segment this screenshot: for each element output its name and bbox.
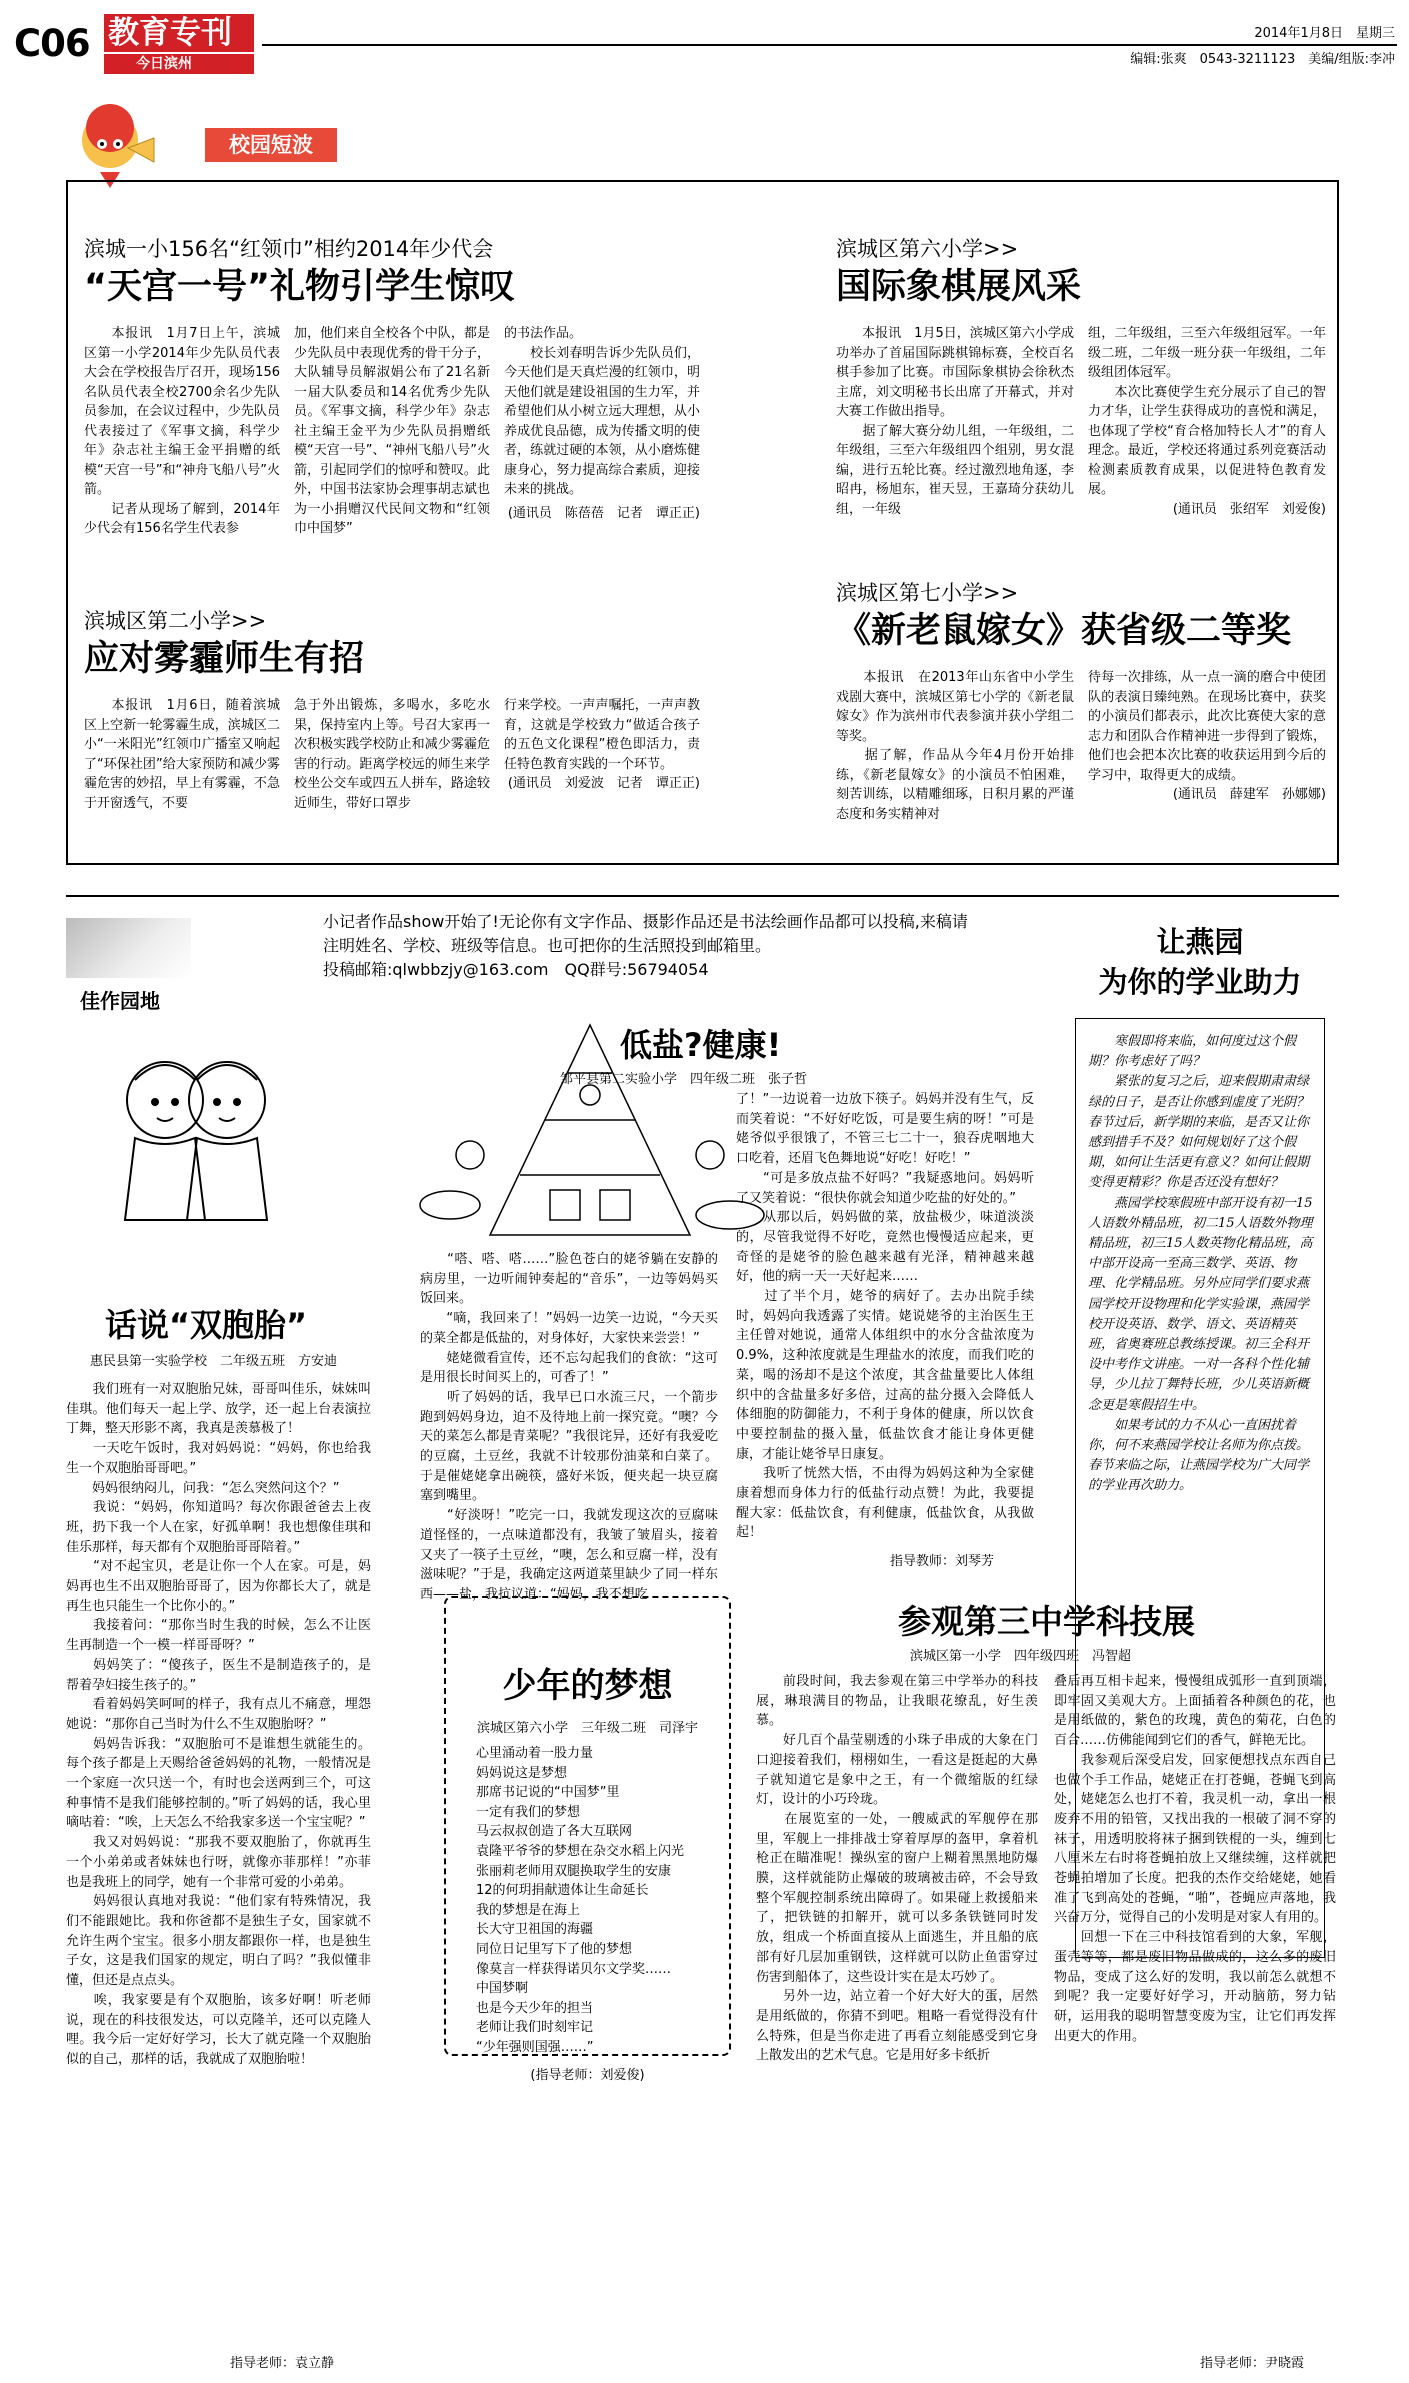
article-headline: 国际象棋展风采 (836, 267, 1082, 307)
article-column: 组，二年级组，三至六年级组冠军。一年级二班，二年级一班分获一年级组，二年级组团体冠军。 本次比赛使学生充分展示了自己的智力才华，让学生获得成功的喜悦和满足，也体现了学校“育合格加特长人才”的育人理念。最近，学校还将通过系列竞赛活动检测素质教育成果，以促进特色教育发展。 (1088, 326, 1326, 497)
article-column: 待每一次排练，从一点一滴的磨合中使团队的表演日臻纯熟。在现场比赛中，获奖的小演员们都表示，此次比赛使大家的意志力和团队合作精神进一步得到了锻炼，他们也会把本次比赛的收获运用到今后的学习中，取得更大的成绩。 (1088, 670, 1326, 783)
article-credit: (通讯员 刘爱波 记者 谭正正) (507, 776, 700, 791)
article-4 (836, 580, 1326, 824)
issue-date: 2014年1月8日 星期三 (1254, 26, 1395, 41)
mascot-icon (70, 100, 160, 190)
article-kicker: 滨城一小156名“红领巾”相约2014年少代会 (84, 237, 494, 261)
poem-line: 也是今天少年的担当 (476, 2000, 594, 2016)
notice-text: 小记者作品show开始了!无论你有文字作品、摄影作品还是书法绘画作品都可以投稿,来稿请注明姓名、学校、班级等信息。也可把你的生活照投到邮箱里。 (323, 912, 968, 955)
salt-title: 低盐?健康! (620, 1026, 782, 1064)
twins-byline: 惠民县第一实验学校 二年级五班 方安迪 (90, 1354, 338, 1369)
article-headline: 应对雾霾师生有招 (84, 639, 365, 679)
poem-line: 妈妈说这是梦想 (476, 1765, 568, 1781)
article-headline: 《新老鼠嫁女》获省级二等奖 (836, 611, 1292, 651)
salt-teacher: 指导教师：刘琴芳 (890, 1554, 995, 1569)
article-credit: (通讯员 张绍军 刘爱俊) (1172, 501, 1326, 517)
twins-illustration-icon (105, 1040, 285, 1240)
twins-body: 我们班有一对双胞胎兄妹，哥哥叫佳乐，妹妹叫佳琪。他们每天一起上学、放学，还一起上台表演拉丁舞，整天形影不离，我真是羡慕极了！ 一天吃午饭时，我对妈妈说：“妈妈，你也给我生一个双胞胎哥哥吧。” 妈妈很纳闷儿，问我：“怎么突然问这个？” 我说：“妈妈，你知道吗？每次你跟爸爸去上夜班，扔下我一个人在家，好孤单啊！我也想像佳琪和佳乐那样，每天都有个双胞胎哥哥陪着。” “对不起宝贝，老是让你一个人在家。可是，妈妈再也生不出双胞胎哥哥了，因为你都长大了，就是再生也只能生一个比你小的。” 我接着问：“那你当时生我的时候，怎么不让医生再制造一个一模一样哥哥呀？” 妈妈笑了：“傻孩子，医生不是制造孩子的，是帮着孕妇接生孩子的。” 看着妈妈笑呵呵的样子，我有点儿不痛意，埋怨她说：“那你自己当时为什么不生双胞胎呀？” 妈妈告诉我：“双胞胎可不是谁想生就能生的。每个孩子都是上天赐给爸爸妈妈的礼物，一般情况是一个家庭一次只送一个，有时也会送两到三个，可这种事情不是我们能够控制的。”听了妈妈的话，我心里嘀咕着：“唉，上天怎么不给我家多送一个宝宝呢？” 我又对妈妈说：“那我不要双胞胎了，你就再生一个小弟弟或者妹妹也行呀，就像亦菲那样！”亦菲也是我班上的同学，她有一个非常可爱的小弟弟。 妈妈很认真地对我说：“他们家有特殊情况，我们不能跟她比。我和你爸都不是独生子女，国家就不允许生两个宝宝。很多小朋友都跟你一样，也是独生子女，这是我们国家的规定，明白了吗？”我似懂非懂，但还是点点头。 唉，我家要是有个双胞胎，该多好啊！听老师说，现在的科技很发达，可以克隆羊，还可以克隆人哩。我今后一定好好学习，长大了就克隆一个双胞胎似的自己，那样的话，我就成了双胞胎啦！ (66, 1382, 371, 2067)
sidebar-title-line: 为你的学业助力 (1098, 965, 1302, 999)
poem-line: 马云叔叔创造了各大互联网 (476, 1824, 633, 1840)
poem-line: 袁隆平爷爷的梦想在杂交水稻上闪光 (476, 1843, 685, 1859)
article-column: 本报讯 1月5日，滨城区第六小学成功举办了首届国际跳棋锦标赛，全校百名棋手参加了比赛。市国际象棋协会徐秋杰主席，刘文明秘书长出席了开幕式，并对大赛工作做出指导。 据了解大赛分幼儿组，一年级组，二年级组，三至六年级组四个组别，男女混编，进行五轮比赛。经过激烈地角逐，李昭冉，杨旭东，崔天昱，王嘉琦分获幼儿组，一年级 (836, 326, 1074, 517)
poem-lines (476, 1744, 729, 2058)
section-title: 教育专刊 (104, 14, 254, 52)
poem-teacher: (指导老师：刘爱俊) (530, 2067, 645, 2083)
twins-title: 话说“双胞胎” (105, 1306, 308, 1344)
sidebar-body: 寒假即将来临，如何度过这个假期？你考虑好了吗？ 紧张的复习之后，迎来假期肃肃绿绿的日子，是否让你感到虚度了光阴？春节过后，新学期的来临，是否又让你感到措手不及？如何规划好了这个假期，如何让生活更有意义？如何让假期变得更精彩？你是否还没有想好？ 燕园学校寒假班中部开设有初一15人语数外精品班，初二15人语数外物理精品班，初三15人数英物化精品班，高中部开设高一至高三数学、英语、物理、化学精品班。另外应同学们要求燕园学校开设物理和化学实验课，燕园学校开设英语、数学、语文、英语精英班，省奥赛班总教练授课。初三全科开设中考作文讲座。一对一各科个性化辅导，少儿拉丁舞特长班，少儿英语新概念更是寒假招生中。 如果考试的力不从心一直困扰着你，何不来燕园学校让名师为你点拨。春节来临之际，让燕园学校为广大同学的学业再次助力。 (1088, 1034, 1313, 1494)
article-1 (84, 236, 714, 539)
article-column: 本报讯 1月7日上午，滨城区第一小学2014年少先队员代表大会在学校报告厅召开，现场156名队员代表全校2700余名少先队员参加，在会议过程中，少先队员代表接过了《军事文摘，科学少年》杂志社主编王金平捐赠的纸模“天宫一号”和“神舟飞船八号”火箭。 记者从现场了解到，2014年少代会有156名学生代表参 (84, 326, 280, 536)
visit-byline: 滨城区第一小学 四年级四班 冯智超 (910, 1649, 1132, 1664)
section-label: 佳作园地 (80, 989, 160, 1013)
notice-contact: 投稿邮箱:qlwbbzjy@163.com QQ群号:56794054 (323, 960, 709, 979)
poem-byline: 滨城区第六小学 三年级二班 司泽宇 (476, 1721, 698, 1736)
article-column: 行来学校。一声声嘱托，一声声教育，这就是学校致力“做适合孩子的五色文化课程”橙色即活力，责任特色教育实践的一个环节。 (504, 698, 700, 772)
visit-teacher: 指导老师：尹晓霞 (1200, 2356, 1305, 2371)
decorative-photo (66, 918, 191, 978)
section-divider (66, 895, 1339, 897)
poem-line: 老师让我们时刻牢记 (476, 2020, 594, 2036)
poem-line: 心里涌动着一股力量 (476, 1746, 594, 1761)
poem-box (444, 1596, 731, 2083)
article-credit: (通讯员 薛建军 孙娜娜) (1172, 787, 1326, 802)
poem-line: 像莫言一样获得诺贝尔文学奖…… (476, 1961, 672, 1977)
poem-line: 我的梦想是在海上 (476, 1902, 581, 1918)
article-column: 的书法作品。 校长刘春明告诉少先队员们，今天他们是天真烂漫的红领巾，明天他们就是建设祖国的生力军，并希望他们从小树立远大理想，从小养成优良品德，成为传播文明的使者，练就过硬的本领，从小磨炼健康身心，努力提高综合素质，迎接未来的挑战。 (504, 326, 700, 497)
article-kicker: 滨城区第二小学>> (84, 609, 267, 633)
article-column: 本报讯 在2013年山东省中小学生戏剧大赛中，滨城区第七小学的《新老鼠嫁女》作为滨州市代表参演并获小学组二等奖。 据了解，作品从今年4月份开始排练，《新老鼠嫁女》的小演员不怕困难，刻苦训练，以精雕细琢，日积月累的严谨态度和务实精神对 (836, 670, 1074, 822)
header-rule (262, 44, 1397, 46)
poem-line: “少年强则国强……” (476, 2039, 594, 2055)
poem-line: 一定有我们的梦想 (476, 1804, 581, 1820)
sidebar-title (1090, 922, 1310, 1002)
visit-column: 前段时间，我去参观在第三中学举办的科技展，琳琅满目的物品，让我眼花缭乱，好生羡慕。 好几百个晶莹剔透的小珠子串成的大象在门口迎接着我们，栩栩如生，一看这是挺起的大鼻子就知道它是象中之王，有一个微缩版的红绿灯，设计的小巧玲珑。 在展览室的一处，一艘威武的军舰停在那里，军舰上一排排战士穿着厚厚的盔甲，拿着机枪正在瞄准呢！操纵室的窗户上糊着黑黑地防爆膜，这样就能防止爆破的玻璃被击碎，不会导致整个军舰控制系统出障碍了。如果碰上救援船来了，把铁链的扣解开，就可以多条铁链同时发放，组成一个桥面直接从上面逃生，并且船的底部有好几层加重钢铁，这样就可以防止鱼雷穿过伤害到船体了，这些设计实在是太巧妙了。 另外一边，站立着一个好大好大的蛋，居然是用纸做的，你猜不到吧。粗略一看觉得没有什么特殊，但是当你走进了再看立刻能感受到它身上散发出的艺术气息。它是用好多卡纸折 (756, 1674, 1038, 2064)
article-credit: (通讯员 陈蓓蓓 记者 谭正正) (507, 505, 700, 521)
page-number: C06 (14, 22, 90, 65)
poem-line: 同位日记里写下了他的梦想 (476, 1941, 633, 1957)
submission-notice (323, 910, 983, 982)
article-column: 加，他们来自全校各个中队，都是少先队员中表现优秀的骨干分子，大队辅导员解淑娟公布了21名新一届大队委员和14名优秀少先队员。《军事文摘，科学少年》杂志社主编王金平为少先队员捐赠纸模“天宫一号”、“神州飞船八号”火箭，引起同学们的惊呼和赞叹。此外，中国书法家协会理事胡志斌也为一小捐赠汉代民间文物和“红领巾中国梦” (294, 326, 490, 536)
section-subtitle: 今日滨州 (104, 54, 254, 74)
visit-column: 叠后再互相卡起来，慢慢组成弧形一直到顶端，即牢固又美观大方。上面插着各种颜色的花，也是用纸做的，紫色的玫瑰，黄色的菊花，白色的百合……仿佛能闻到它们的香气，鲜艳无比。 我参观后深受启发，回家便想找点东西自己也做个手工作品，姥姥正在打苍蝇，苍蝇飞到高处，姥姥怎么也打不着，我灵机一动，拿出一根废弃不用的铅管，又找出我的一根破了洞不穿的袜子，用透明胶将袜子捆到铁棍的一头，缠到七八厘米左右时将苍蝇拍放上又继续缠，这样就把苍蝇拍增加了长度。把我的杰作交给姥姥，她看准了飞到高处的苍蝇，“啪”，苍蝇应声落地，我兴奋万分，觉得自己的小发明是对家人有用的。 回想一下在三中科技馆看到的大象，军舰，蛋壳等等，都是废旧物品做成的，这么多的废旧物品，变成了这么好的发明，我以前怎么就想不到呢？我一定要好好学习，开动脑筋，努力钻研，运用我的聪明智慧变废为宝，让它们再发挥出更大的作用。 (1054, 1674, 1336, 2044)
poem-line: 张丽莉老师用双腿换取学生的安康 (476, 1863, 672, 1879)
article-column: 本报讯 1月6日，随着滨城区上空新一轮雾霾生成，滨城区二小“一米阳光”红领巾广播室又响起了“环保社团”给大家预防和减少雾霾危害的妙招，早上有雾霾，不急于开窗透气，不要 (84, 698, 280, 811)
article-kicker: 滨城区第七小学>> (836, 581, 1019, 605)
poem-line: 那席书记说的“中国梦”里 (476, 1785, 620, 1801)
poem-line: 长大守卫祖国的海疆 (476, 1922, 594, 1938)
salt-column: 了！”一边说着一边放下筷子。妈妈并没有生气，反而笑着说：“不好好吃饭，可是要生病的呀！”可是姥爷似乎很饿了，不管三七二十一，狼吞虎咽地大口吃着，还眉飞色舞地说“好吃！好吃！” “可是多放点盐不好吗？”我疑惑地问。妈妈听了又笑着说：“很快你就会知道少吃盐的好处的。” 从那以后，妈妈做的菜，放盐极少，味道淡淡的，尽管我觉得不好吃，竟然也慢慢适应起来，更奇怪的是姥爷的脸色越来越有光泽，精神越来越好，他的病一天一天好起来…… 过了半个月，姥爷的病好了。去办出院手续时，妈妈向我透露了实情。姥说姥爷的主治医生王主任曾对她说，通常人体组织中的水分含盐浓度为0.9%，这种浓度就是生理盐水的浓度，而我们吃的菜，喝的汤却不是这个浓度，其含盐量要比人体组织中的含盐量多好多倍，过高的盐分摄入会降低人体细胞的防御能力，不利于身体的健康，所以饮食中要控制盐的摄入量，低盐饮食才能让身体更健康，才能让姥爷早日康复。 我听了恍然大悟，不由得为妈妈这种为全家健康着想而身体力行的低盐行动点赞！为此，我要提醒大家：低盐饮食，有利健康，低盐饮食，从我做起！ (736, 1092, 1034, 1541)
visit-title: 参观第三中学科技展 (898, 1602, 1195, 1641)
salt-byline: 邹平县第二实验小学 四年级二班 张子哲 (560, 1072, 808, 1087)
article-headline: “天宫一号”礼物引学生惊叹 (84, 267, 516, 307)
article-kicker: 滨城区第六小学>> (836, 237, 1019, 261)
poem-line: 中国梦啊 (476, 1981, 529, 1997)
poem-line: 12的何玥捐献遗体让生命延长 (476, 1883, 649, 1899)
news-box (66, 180, 1339, 865)
twins-teacher: 指导老师：袁立静 (230, 2356, 335, 2371)
tab-campus-news: 校园短波 (205, 128, 337, 162)
salt-column: “嗒、嗒、嗒……”脸色苍白的姥爷躺在安静的病房里，一边听闹钟奏起的“音乐”，一边等妈妈买饭回来。 “嘀，我回来了！”妈妈一边笑一边说，“今天买的菜全都是低盐的，对身体好，大家快来尝尝！” 姥姥微看宣传，还不忘勾起我们的食欲：“这可是用很长时间买上的，可香了！” 听了妈妈的话，我早已口水流三尺，一个箭步跑到妈妈身边，迫不及待地上前一探究竟。“噢？今天的菜怎么都是青菜呢？”我很诧异，还好有我爱吃的豆腐，土豆丝，我就不计较那份油菜和白菜了。于是催姥姥拿出碗筷，盛好米饭，便夹起一块豆腐塞到嘴里。 “好淡呀！”吃完一口，我就发现这次的豆腐味道怪怪的，一点味道都没有，我皱了皱眉头，接着又夹了一筷子土豆丝，“噢，怎么和豆腐一样，没有滋味呢？”于是，我确定这两道菜里缺少了同一样东西——盐，我抗议道：“妈妈，我不想吃 (420, 1252, 718, 1602)
editor-line: 编辑:张爽 0543-3211123 美编/组版:李冲 (1130, 52, 1395, 67)
article-3 (836, 236, 1326, 519)
poem-title: 少年的梦想 (502, 1666, 673, 1706)
sidebar-title-line: 让燕园 (1156, 925, 1244, 959)
article-2 (84, 608, 714, 813)
article-column: 急于外出锻炼，多喝水，多吃水果，保持室内上等。号召大家再一次积极实践学校防止和减少雾霾危害的行动。距离学校远的师生来学校坐公交车或四五人拼车，路途较近师生，带好口罩步 (294, 698, 490, 811)
